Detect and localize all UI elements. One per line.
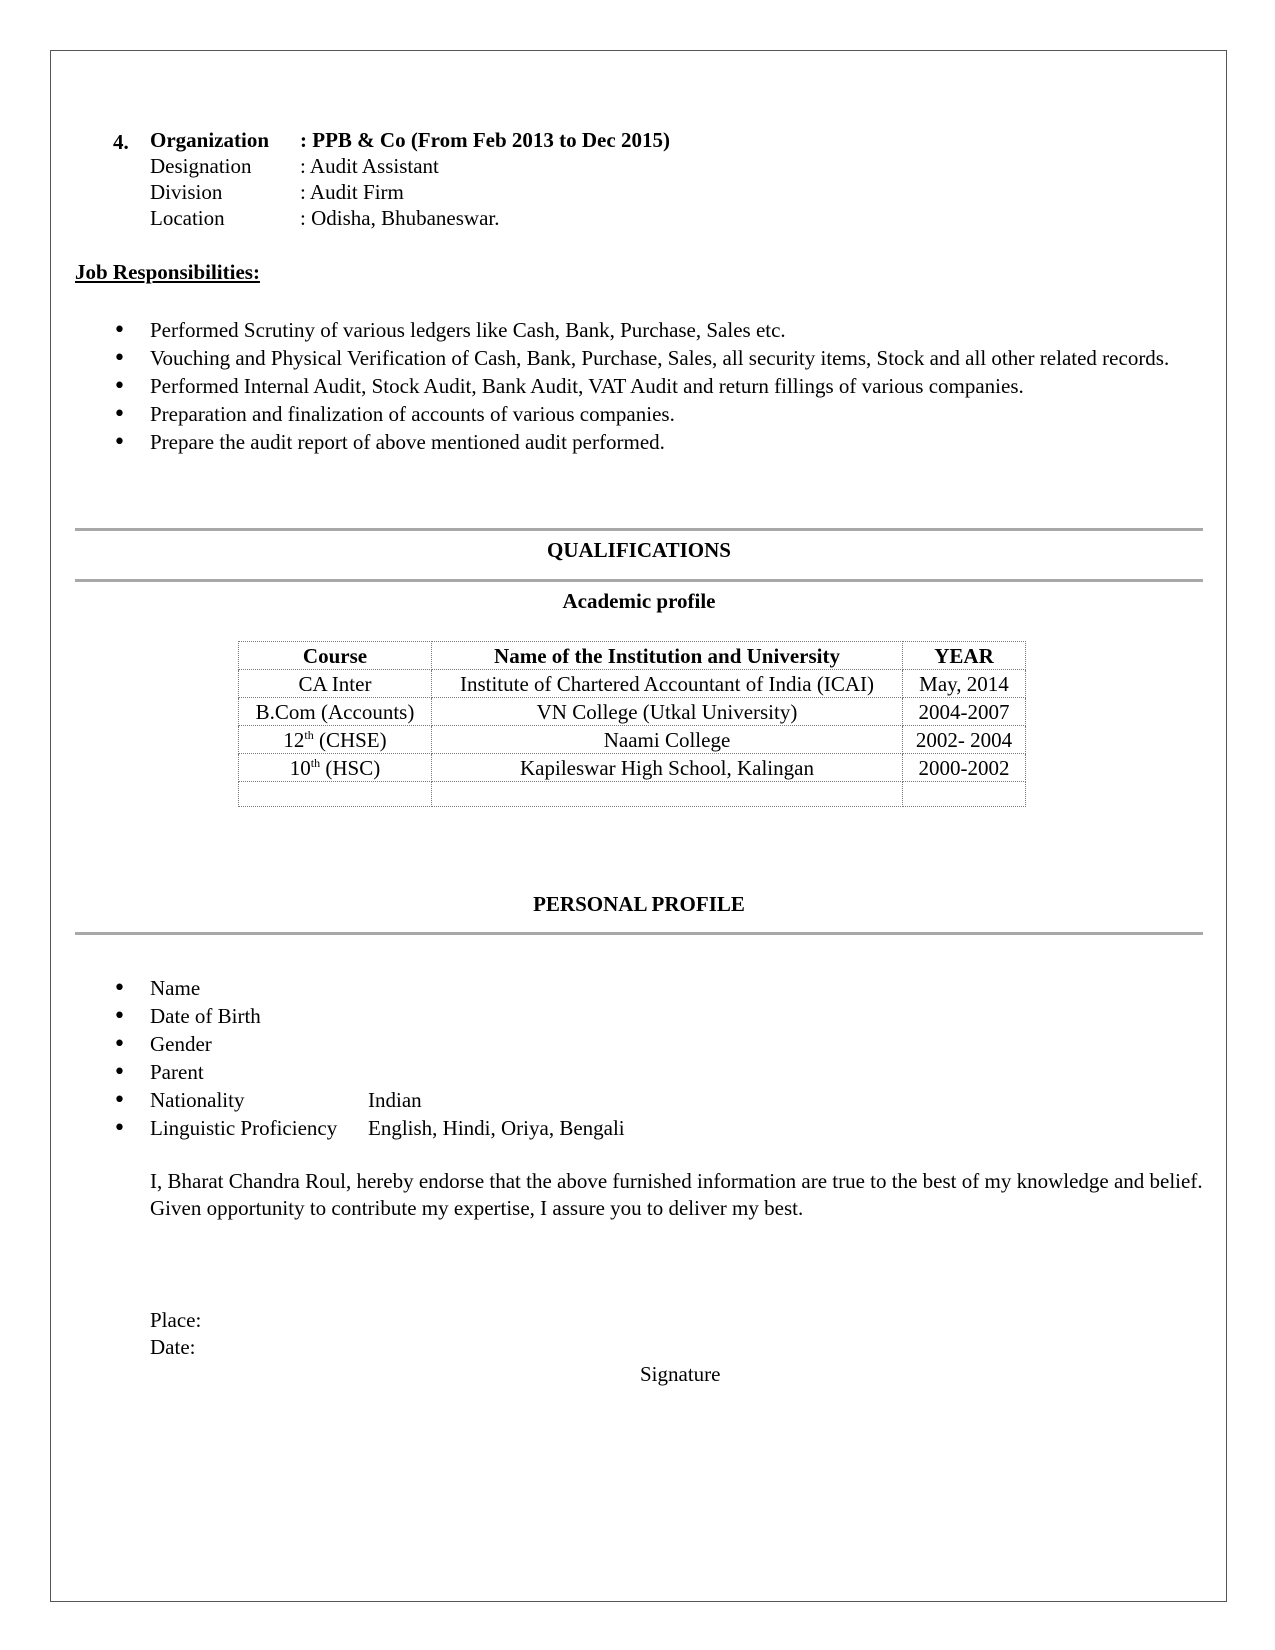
course-cell: CA Inter [239,670,432,698]
division-label: Division [150,180,223,204]
profile-label: Gender [150,1032,212,1056]
profile-label: Name [150,976,201,1000]
academic-profile-subtitle: Academic profile [562,589,716,613]
place-label: Place: [150,1308,202,1332]
list-item: • Preparation and finalization of accounts of various companies. [113,401,1203,428]
designation-row [150,153,439,180]
institution-cell: Institute of Chartered Accountant of India (ICAI) [432,670,903,698]
divider [75,579,1203,582]
academic-table [238,641,1026,807]
responsibilities-list [113,317,1203,457]
division-row [150,179,404,206]
list-item: • Performed Scrutiny of various ledgers like Cash, Bank, Purchase, Sales etc. [113,317,1203,344]
year-cell: 2002- 2004 [903,726,1026,754]
course-cell: 12th (CHSE) [239,726,432,754]
organization-value: : PPB & Co (From Feb 2013 to Dec 2015) [300,128,670,152]
date-label: Date: [150,1335,196,1359]
profile-label: Linguistic Proficiency [150,1116,338,1140]
list-item: • Prepare the audit report of above mentioned audit performed. [113,429,1203,456]
empty-cell [432,782,903,807]
list-item [113,1003,813,1030]
year-cell: 2000-2002 [903,754,1026,782]
declaration-text: I, Bharat Chandra Roul, hereby endorse that the above furnished information are true to the best of my knowledge and belief. Given opportunity to contribute my expertise, I assure you to deliver my best. [150,1169,1203,1220]
list-item [113,1059,813,1086]
profile-label: Date of Birth [150,1004,261,1028]
column-header-course: Course [239,642,432,670]
profile-label: Nationality [150,1088,245,1112]
division-value: : Audit Firm [300,180,404,204]
column-header-institution: Name of the Institution and University [432,642,903,670]
empty-table-row [239,782,1026,807]
designation-value: : Audit Assistant [300,154,439,178]
personal-profile-title: PERSONAL PROFILE [533,892,745,916]
list-item: • Performed Internal Audit, Stock Audit, Bank Audit, VAT Audit and return fillings of various companies. [113,373,1203,400]
profile-value: Indian [368,1088,422,1112]
qualifications-title: QUALIFICATIONS [547,538,731,562]
organization-number: 4. [113,130,129,154]
organization-row [150,127,670,154]
list-item [113,1031,813,1058]
table-header-row [239,642,1026,670]
course-cell: 10th (HSC) [239,754,432,782]
table-row [239,754,1026,782]
institution-cell: VN College (Utkal University) [432,698,903,726]
job-responsibilities-heading: Job Responsibilities: [75,260,260,284]
list-item [113,1087,813,1114]
signature-label: Signature [640,1362,721,1386]
empty-cell [903,782,1026,807]
institution-cell: Naami College [432,726,903,754]
empty-cell [239,782,432,807]
list-item [113,1115,813,1142]
table-row [239,698,1026,726]
list-item [113,975,813,1002]
year-cell: May, 2014 [903,670,1026,698]
institution-cell: Kapileswar High School, Kalingan [432,754,903,782]
designation-label: Designation [150,154,252,178]
divider [75,528,1203,531]
organization-label: Organization [150,128,269,152]
divider [75,932,1203,935]
table-row [239,726,1026,754]
location-value: : Odisha, Bhubaneswar. [300,206,500,230]
location-row [150,205,499,232]
column-header-year: YEAR [903,642,1026,670]
course-cell: B.Com (Accounts) [239,698,432,726]
year-cell: 2004-2007 [903,698,1026,726]
table-row [239,670,1026,698]
location-label: Location [150,206,225,230]
profile-value: English, Hindi, Oriya, Bengali [368,1116,625,1140]
profile-label: Parent [150,1060,204,1084]
personal-profile-list [113,975,813,1143]
list-item: • Vouching and Physical Verification of Cash, Bank, Purchase, Sales, all security items, Stock and all other related records. [113,345,1203,372]
